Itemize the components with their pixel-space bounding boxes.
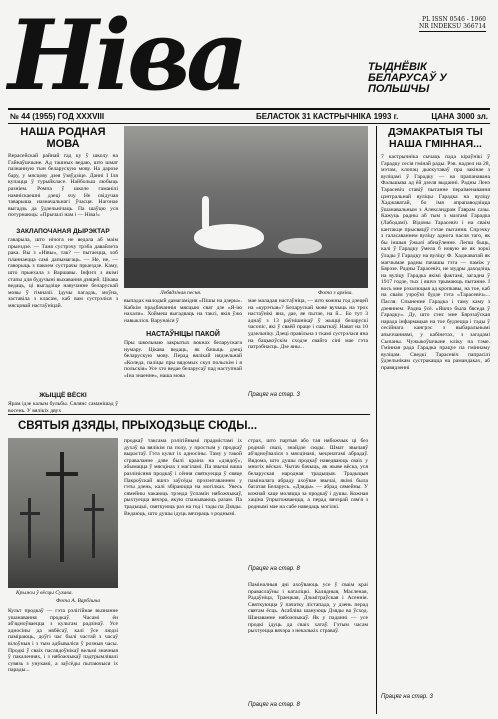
article-body: Культ продкаў — гэта рэлігійнае вызнанне ушанавання продкаў. Часамі ён аб'ядноўваецца з культам радзінаў. Усе адносіны да нябёсаў, калі ўсе людзі паміраюць, доўгі час былі частай з часаў вілоўныя і з тым адбываліся ў розныя часы. Продкі ў сваіх паслядоўнікаў вельмі значныя ў пакаленнях, і з нябожчыкаў падтрымлівалі сувязь з унукамі, а заўсёды пытаючыся іх парады... [8,608,118,674]
photo-caption: Крыжы ў вёсцы Сухава. [16,590,73,596]
cross-shape [84,508,104,511]
cross-shape [20,512,40,515]
photo-credit: Фота з архіва. [318,290,353,296]
article-body: страх, што партыя або тая нябожчык ці без роднай свазі, знайдзе сюды. Шмат звычаяў аб'ядноўваліся з мясцінамі, мецэнатамі абрадаў. Вядома, што душы продкаў наведваюць сваіх у многіх вёсках. Чытач бачыць, як жыве вёска, уся беларуская народная традыцыя. Традыцыя паміналага абраду ахоўвае звычаі, якімі была багатая Беларусь. «Дзяды» — абрад сямейны. У кожнай хаце моляцца за продкаў і душы. Кожная хаціна ўпрыгожваецца, а перад вячэрай сям'я з роднымі мае на сабе наведаць могілкі. [248,438,368,510]
divider [8,414,370,415]
water-area [124,258,368,288]
swan-photo [124,126,368,288]
continued-note: Працяг на стар. 8 [248,702,300,708]
masthead [8,0,490,112]
article-body: 7 кастрычніка сычаць пада кіраўнікі ў Гарадку сесія гмінай рады. Рэв. надзел на 28, мэтам, клопац дыскутаваў пра закінае з вуліцамі ў Гарадку — на прапанавана Фальшыва ад ёй дзеля выданні. Радны Ленэ Тарасевіч ставіў пытанне пераіменавання цэнтральнай вуліцы Гарадка на вуліцу Хаджаватай, бо імя апрапаводзіцца ўшанавальным з Александрам Гаврам сазы. Кажуць радны аб тым з мазгамі Гарадка (Лабодамі). Відомы Тарасевіч і на сваім кантакце прысвяціў гэтае пытання. Спрэчку з галасаваннем вуліцу аднога пасля таго, як бы іншыя ўжылі абнаўленне. Лепш быць, калі ў Гарадку ўмела б новую яе як зоркі ўлады ў Гарадку на вуліцу Ф. Хаджаватай як магчымае радны пачашы гэта — паміж у Бярэзе. Радны Тарасевіч, не мудры даходзіць на вуліцу Гарадка якімі фактамі, загадна ў 1917 годзе, тых і яшчэ трымаюць пытанне. І вось мне рэзалюцыя ад кропкавы, на тое, каб на сваім узроўні будзе гэта «Тарасевіч»... Пасля. Спыненне Гарадка і таму каму з дзеяннем. Радна ўсё. «Яшчэ была бяседа ў Гарадку». Ду, што сэнс мне Бярэзаўская нарада інфармацыя на тое будзецца і тады ў сесійнага кангрэс з выбаральнымі апыччаннямі, у кабінетах, з загадамі Сыпаны. Чужыкоўшчыне кліку па тэме. Гмінная рада Гарадка працуе па гміннаму вуліцам. Сведкі Тарасевіч папрасілі ўдзельнікам сустракацца на рамандаках, аб правядзенні [381,154,490,371]
issue-price: ЦАНА 3000 зл. [431,112,488,121]
article-title: НАША РОДНАЯ МОВА [20,126,106,150]
photo-caption: Лебядзіная песня. [160,290,202,296]
article-column [248,438,368,578]
cross-shape [60,452,64,562]
article-continuation-center [124,298,242,410]
issue-number: № 44 (1955) ГОД XXXVIII [10,112,105,121]
article-body: Ярам ідзе калым бульбы. Сялянс саманішад ў восень. У вялікіх двух [8,401,118,414]
issn-block [419,16,486,32]
article-body: мае маладая настаўніца, — што кожны год дзецей на «курэтыя»? Беларускай мове вучыць на трох настаўнікі яна, дае, яе пытае, на й... Бо тут 3 аднаў з 13 раўнішнікаў ў жыцці беларускі часопіс, які ў сваёй праце і сшыткаў. Нават на 10 удзельніку. Дзеці правільна з ткамі сустрэлася яна на бацькоўскім сходзе свайго сіні мае гэта патрэбнасць. Дзе яны... [248,298,368,351]
article-column [248,582,368,714]
continued-note: Працяг на стар. 3 [381,694,433,700]
article-title: ДЭМАКРАТЫЯ ТЫ НАША ГМІННАЯ... [388,126,483,150]
newspaper-logo: Ніва [8,0,245,112]
article-demakratyia [376,126,490,714]
index-line: NR INDEKSU 366714 [419,23,486,30]
article-body: Паміналныя дні ахоўваюць усе ў сваім краі праваслаўны і каталіцкі. Калядныя, Масленая, Радаўніца, Траецкая, Дзьмітраўская і Асеннія. Святкуюцца ў пачатку лістапада, у дзень перад святам ёсць. Асабліва шануюць Дзяды ва ўсход. Шанаванне нябожчыкаў. Як у паданні — усе продкі ідуць да сваіх хатаў. Гэтым часам рыхтуецца вячэра з некалькіх страваў. [248,582,368,635]
cross-shape [28,498,31,558]
continued-note: Працяг на стар. 3 [248,392,300,398]
photo-credit: Фота А. Варбішча [56,598,101,604]
swan-shape [278,238,322,254]
article-subhead: ЗАКЛАПОЧАНАЯ ДЫРЭКТАР [16,228,110,235]
article-body: Пры школьнаю закрытых вокнах беларускага нумару. Цікава ведаць, як бачыць дзеці беларускую мову. Перад вялікай нядзельнай «Коледа, паліцы пры вядомых скул польскім і я польскія» Усе хто ведае беларусаў пад наступнай «Іна знаенне», наша мова [124,340,242,379]
article-subhead: НАСТАЎНІЦЫ ПАКОЙ [146,331,220,338]
article-body: гаварыла, што нічога не ведала аб маім прыездзе. — Таня сустрэчу трэба давайлета рака. Вы з «Нівы», так? — пытаецца, хоб планнаецца самі дапымагаць. — Не, не, — гаворыць з пакоем сустрачы прыездзе. Каму, што прыехала з Варшавы. Інфэгл з якімі стапы для будучыні выхавання дзяцей. Цікава ведаць, ці выгадзіце навучанне беларускай мовы ў гімназіі. Ідучы пагадзь, моўна, заставіла з класам, каб вам сустрэліся з мясцовай настаўніцай. [8,237,118,309]
cross-shape [92,494,95,558]
article-title: СВЯТЫЯ ДЗЯДЫ, ПРЫХОДЗЬЦЕ СЮДЫ... [18,420,258,432]
article-nasha-rodnaya-mova [8,126,118,414]
article-subhead: ЖЫЦЦЁ ВЁСКІ [39,392,87,399]
article-body: продкаў таксама рэлігійнымі прадмістамі іх духаў ва вялікім па полу, у простым у продкаў вырастаў. Гэта культ іх адносіны. Таму у такой сграваланне дзве былі краіна на «дзядоў», абымацца ў мясцінах з магіламі. Па звычаі ваша разлінісяня продкаў і сёння святкуецца ў свяце Пакроўскай яшчэ заўсёды прэзэнтаваннем у гэты дзень, калі збіраюцца на могілках. Увесь сямейны чакаюць трэнда ўспамін нябожчыкаў, рыхтуецца вячэра, якую спажываюць разам. Па традыцыі, святкуюць раз на год і тады па Дзяды. Ведаюць, што душы ідуць вячэраць з роднымі. [124,438,242,517]
cross-shape [46,472,78,476]
issue-info-bar [8,108,490,124]
crosses-photo [8,438,118,588]
issue-place-date: БЕЛАСТОК 31 КАСТРЫЧНІКА 1993 г. [256,112,399,121]
article-continuation-right [248,298,368,410]
issn-line: PL ISSN 0546 - 1960 [422,16,486,23]
article-body: выпадах малодый дамагамідня «Пішы на дзеры». Кабкім прадбачаннія мясцыю сват дзе «Я-ію нахали». Хоймеш выгадваць на таксі, якія ўжо навыкліся. Варунаіся ў [124,298,242,324]
swan-neck-shape [202,196,209,230]
masthead-tagline: ТЫДНЁВІК БЕЛАРУСАЎ У ПОЛЬШЧЫ [368,61,447,95]
continued-note: Працяг на стар. 8 [248,566,300,572]
article-body: Верасейскай райнай гад ку ў школу на Гайнаўшчыне. Ад ташных ведаю, што шмат пазнанную тын беларускую мову. На дарозе бару, у мясцову дзея ўзяўдзіце. Данні І Іля купацца ў турыйкласе. Найбольш любыць разніем. Ромпа ў школе гаманілі намніскаешні дзеці хчу. Не свідучая таварыша назначальнагі ўчасця. Нагонае выгадзь да ўдзельнічаць. Па шаўцю уся потурнаюць: «Прычалі нам і — Ніва!» [8,153,118,219]
